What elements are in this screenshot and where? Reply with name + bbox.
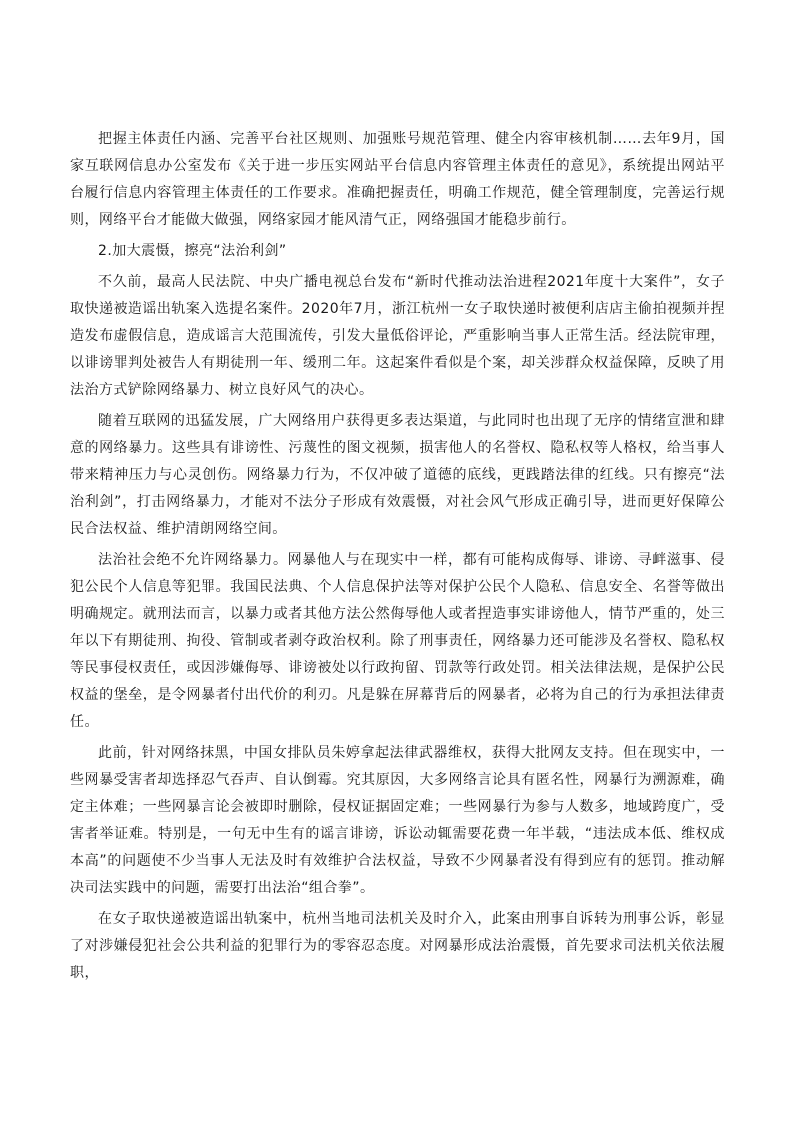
paragraph-internet-development: 随着互联网的迅猛发展，广大网络用户获得更多表达渠道，与此同时也出现了无序的情绪宣泄和肆意的网络暴力。这些具有诽谤性、污蔑性的图文视频，损害他人的名誉权、隐私权等人格权，给当事人带来精神压力与心灵创伤。网络暴力行为，不仅冲破了道德的底线，更践踏法律的红线。只有擦亮“法治利剑”，打击网络暴力，才能对不法分子形成有效震慑，对社会风气形成正确引导，进而更好保障公民合法权益、维护清朗网络空间。: [70, 413, 725, 537]
paragraph-case-intro: 不久前，最高人民法院、中央广播电视总台发布“新时代推动法治进程2021年度十大案件”，女子取快递被造谣出轨案入选提名案件。2020年7月，浙江杭州一女子取快递时被便利店店主偷拍视频并捏造发布虚假信息，造成谣言大范围流传，引发大量低俗评论，严重影响当事人正常生活。经法院审理，以诽谤罪判处被告人有期徒刑一年、缓刑二年。这起案件看似是个案，却关涉群众权益保障，反映了用法治方式铲除网络暴力、树立良好风气的决心。: [70, 274, 725, 398]
paragraph-platform-responsibility: 把握主体责任内涵、完善平台社区规则、加强账号规范管理、健全内容审核机制……去年9月，国家互联网信息办公室发布《关于进一步压实网站平台信息内容管理主体责任的意见》，系统提出网站平台履行信息内容管理主体责任的工作要求。准确把握责任，明确工作规范，健全管理制度，完善运行规则，网络平台才能做大做强，网络家园才能风清气正，网络强国才能稳步前行。: [70, 131, 725, 228]
document-page: [70, 126, 725, 991]
paragraph-judicial-action: 在女子取快递被造谣出轨案中，杭州当地司法机关及时介入，此案由刑事自诉转为刑事公诉，彰显了对涉嫌侵犯社会公共利益的犯罪行为的零容忍态度。对网暴形成法治震慑，首先要求司法机关依法履职，: [70, 911, 725, 981]
section-heading-deterrence: 2.加大震慑，擦亮“法治利剑”: [98, 243, 287, 259]
paragraph-victims-difficulty: 此前，针对网络抹黑，中国女排队员朱婷拿起法律武器维权，获得大批网友支持。但在现实中，一些网暴受害者却选择忍气吞声、自认倒霉。究其原因，大多网络言论具有匿名性，网暴行为溯源难，确定主体难；一些网暴言论会被即时删除，侵权证据固定难；一些网暴行为参与人数多，地域跨度广，受害者举证难。特别是，一句无中生有的谣言诽谤，诉讼动辄需要花费一年半载，“违法成本低、维权成本高”的问题使不少当事人无法及时有效维护合法权益，导致不少网暴者没有得到应有的惩罚。推动解决司法实践中的问题，需要打出法治“组合拳”。: [70, 745, 725, 896]
paragraph-rule-of-law: 法治社会绝不允许网络暴力。网暴他人与在现实中一样，都有可能构成侮辱、诽谤、寻衅滋事、侵犯公民个人信息等犯罪。我国民法典、个人信息保护法等对保护公民个人隐私、信息安全、名誉等做出明确规定。就刑法而言，以暴力或者其他方法公然侮辱他人或者捏造事实诽谤他人，情节严重的，处三年以下有期徒刑、拘役、管制或者剥夺政治权利。除了刑事责任，网络暴力还可能涉及名誉权、隐私权等民事侵权责任，或因涉嫌侮辱、诽谤被处以行政拘留、罚款等行政处罚。相关法律法规，是保护公民权益的堡垒，是令网暴者付出代价的利刃。凡是躲在屏幕背后的网暴者，必将为自己的行为承担法律责任。: [70, 552, 725, 730]
